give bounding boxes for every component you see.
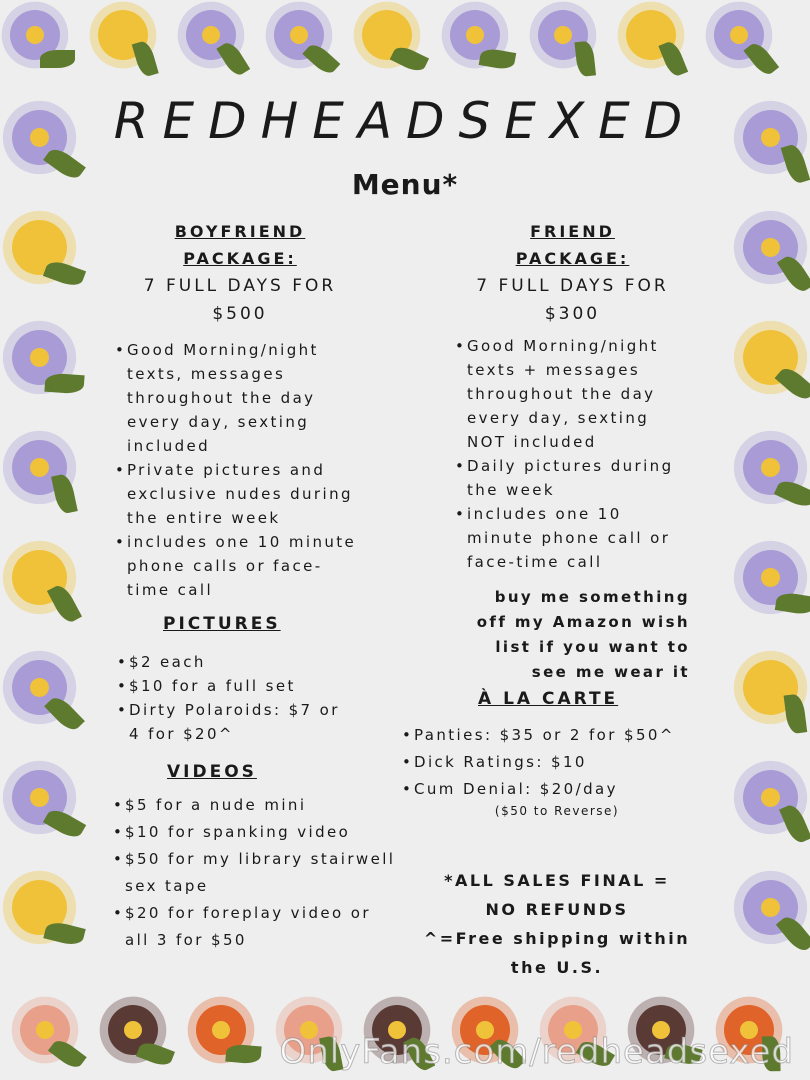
- boyfriend-heading: BOYFRIEND: [174, 222, 306, 241]
- leaf-decoration: [777, 252, 810, 295]
- list-item: • Cum Denial: $20/day: [402, 776, 732, 803]
- leaf-decoration: [225, 1044, 261, 1064]
- friend-price: $300: [544, 304, 601, 324]
- leaf-decoration: [40, 50, 75, 68]
- list-item: • includes one 10 minute phone call or face-time call: [455, 502, 690, 574]
- friend-package: [455, 218, 690, 574]
- leaf-decoration: [303, 41, 341, 77]
- leaf-decoration: [774, 477, 810, 511]
- leaf-decoration: [659, 39, 688, 78]
- leaf-decoration: [217, 39, 250, 78]
- leaf-decoration: [43, 920, 85, 948]
- list-item: • Good Morning/night texts + messages throughout the day every day, sexting NOT included: [455, 334, 690, 454]
- friend-heading-2: PACKAGE:: [515, 249, 630, 268]
- watermark: OnlyFans.com/redheadsexed: [279, 1032, 794, 1072]
- leaf-decoration: [43, 258, 86, 289]
- pictures-heading: PICTURES: [163, 614, 281, 634]
- boyfriend-heading-2: PACKAGE:: [183, 249, 297, 268]
- footer-line: ^=Free shipping within: [423, 929, 691, 948]
- list-item: • $10 for a full set: [117, 674, 347, 698]
- leaf-decoration: [43, 806, 86, 842]
- leaf-decoration: [44, 373, 84, 395]
- list-item: • $10 for spanking video: [113, 819, 398, 846]
- boyfriend-price-line: 7 FULL DAYS FOR: [143, 276, 337, 296]
- reverse-note: ($50 to Reverse): [494, 804, 620, 818]
- leaf-decoration: [775, 591, 810, 616]
- page-title: REDHEADSEXED: [113, 92, 697, 150]
- list-item: • Dirty Polaroids: $7 or 4 for $20^: [117, 698, 347, 746]
- footer-line: the U.S.: [510, 958, 604, 977]
- list-item: • Panties: $35 or 2 for $50^: [402, 722, 732, 749]
- menu-heading: Menu*: [351, 168, 459, 201]
- leaf-decoration: [132, 40, 158, 78]
- amazon-note: buy me something off my Amazon wish list if you want to see me wear it: [476, 588, 690, 681]
- friend-heading: FRIEND: [530, 222, 615, 241]
- list-item: • Private pictures and exclusive nudes during the entire week: [115, 458, 365, 530]
- list-item: • Daily pictures during the week: [455, 454, 690, 502]
- list-item: • includes one 10 minute phone calls or face-time call: [115, 530, 365, 602]
- friend-price-line: 7 FULL DAYS FOR: [476, 276, 669, 296]
- leaf-decoration: [390, 43, 429, 74]
- leaf-decoration: [776, 913, 810, 955]
- leaf-decoration: [48, 1036, 86, 1071]
- boyfriend-price: $500: [212, 304, 268, 324]
- list-item: • $5 for a nude mini: [113, 792, 398, 819]
- leaf-decoration: [51, 473, 78, 515]
- footer-line: NO REFUNDS: [485, 900, 629, 919]
- leaf-decoration: [136, 1039, 175, 1068]
- leaf-decoration: [779, 802, 810, 845]
- list-item: • Dick Ratings: $10: [402, 749, 732, 776]
- list-item: • $2 each: [117, 650, 347, 674]
- leaf-decoration: [47, 582, 82, 625]
- leaf-decoration: [575, 40, 596, 77]
- footer-line: *ALL SALES FINAL =: [444, 871, 670, 890]
- list-item: • $50 for my library stairwell sex tape: [113, 846, 398, 900]
- videos-heading: VIDEOS: [167, 762, 257, 782]
- a-la-carte-heading: À LA CARTE: [478, 689, 619, 709]
- list-item: • Good Morning/night texts, messages throughout the day every day, sexting included: [115, 338, 365, 458]
- boyfriend-package: [115, 218, 365, 602]
- list-item: • $20 for foreplay video or all 3 for $50: [113, 900, 398, 954]
- leaf-decoration: [479, 47, 517, 70]
- sales-footer: [392, 866, 722, 982]
- leaf-decoration: [783, 693, 807, 734]
